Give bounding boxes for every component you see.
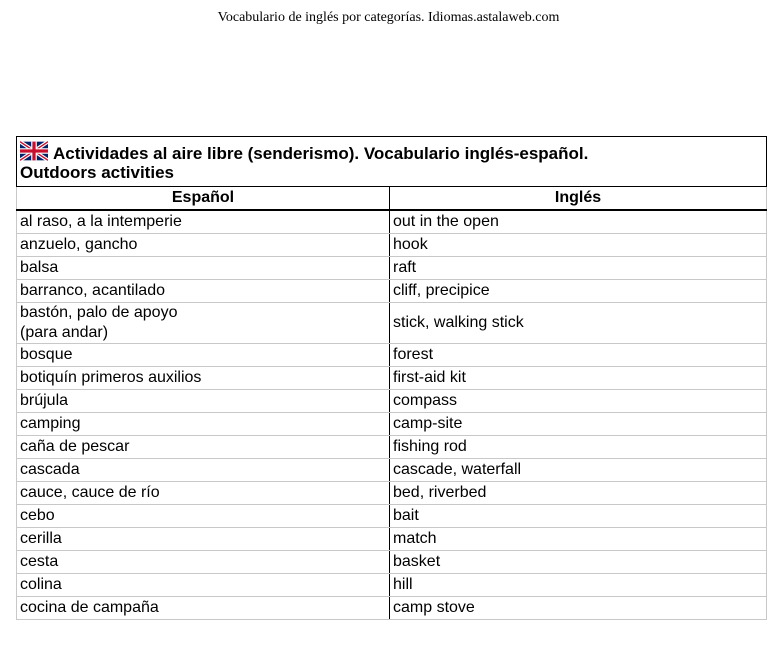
- english-term: cascade, waterfall: [390, 459, 767, 482]
- table-row: [17, 390, 767, 413]
- spanish-term-text: cocina de campaña: [20, 599, 159, 616]
- spanish-term: [17, 280, 390, 303]
- english-term: bed, riverbed: [390, 482, 767, 505]
- table-row: [17, 505, 767, 528]
- spanish-term: [17, 257, 390, 280]
- table-row: [17, 459, 767, 482]
- table-row: [17, 551, 767, 574]
- vocabulary-table: [16, 136, 767, 620]
- english-term: match: [390, 528, 767, 551]
- table-title-line2: Outdoors activities: [20, 163, 174, 182]
- table-row: [17, 436, 767, 459]
- english-term: raft: [390, 257, 767, 280]
- english-term: cliff, precipice: [390, 280, 767, 303]
- table-title: [17, 137, 767, 187]
- english-term: hook: [390, 234, 767, 257]
- spanish-term-text: balsa: [20, 259, 59, 276]
- table-row: [17, 344, 767, 367]
- spanish-term-text: cebo: [20, 507, 55, 524]
- spanish-term-text: brújula: [20, 392, 69, 409]
- english-term: bait: [390, 505, 767, 528]
- table-row: [17, 413, 767, 436]
- spanish-term: [17, 551, 390, 574]
- table-row: [17, 574, 767, 597]
- spanish-term: [17, 528, 390, 551]
- table-row: [17, 597, 767, 620]
- spanish-term: [17, 505, 390, 528]
- spanish-term: [17, 303, 390, 344]
- spanish-term-text: barranco, acantilado: [20, 282, 165, 299]
- english-term: fishing rod: [390, 436, 767, 459]
- spanish-term: [17, 234, 390, 257]
- spanish-term: [17, 482, 390, 505]
- table-row: [17, 528, 767, 551]
- table-row: [17, 234, 767, 257]
- english-term: hill: [390, 574, 767, 597]
- spanish-term: [17, 574, 390, 597]
- uk-flag-icon: [20, 141, 48, 161]
- table-row: [17, 257, 767, 280]
- spanish-term-text: bastón, palo de apoyo: [20, 304, 178, 321]
- spanish-term-text: caña de pescar: [20, 438, 130, 455]
- spanish-term-text: anzuelo, gancho: [20, 236, 138, 253]
- table-row: [17, 303, 767, 344]
- spanish-term: [17, 344, 390, 367]
- table-row: [17, 210, 767, 234]
- spanish-term-text: al raso, a la intemperie: [20, 213, 182, 230]
- english-term: camp-site: [390, 413, 767, 436]
- table-row: [17, 367, 767, 390]
- page-header: Vocabulario de inglés por categorías. Idiomas.astalaweb.com: [217, 10, 560, 25]
- spanish-term: [17, 367, 390, 390]
- spanish-term: [17, 459, 390, 482]
- spanish-term-text: botiquín primeros auxilios: [20, 369, 202, 386]
- english-term: basket: [390, 551, 767, 574]
- english-term: out in the open: [390, 210, 767, 234]
- english-term: first-aid kit: [390, 367, 767, 390]
- table-row: [17, 280, 767, 303]
- english-term: camp stove: [390, 597, 767, 620]
- spanish-term: [17, 597, 390, 620]
- spanish-term-text: cesta: [20, 553, 59, 570]
- table-row: [17, 482, 767, 505]
- spanish-term-text: camping: [20, 415, 81, 432]
- spanish-term-text: cascada: [20, 461, 80, 478]
- spanish-term: [17, 413, 390, 436]
- spanish-term: [17, 436, 390, 459]
- spanish-term-text: cauce, cauce de río: [20, 484, 160, 501]
- spanish-term-text: colina: [20, 576, 62, 593]
- column-header-spanish: Español: [17, 187, 390, 211]
- spanish-term: [17, 390, 390, 413]
- spanish-term: [17, 210, 390, 234]
- spanish-term-text: bosque: [20, 346, 73, 363]
- english-term: compass: [390, 390, 767, 413]
- table-title-line1: Actividades al aire libre (senderismo). Vocabulario inglés-español.: [53, 144, 589, 163]
- spanish-term-text: cerilla: [20, 530, 62, 547]
- english-term: forest: [390, 344, 767, 367]
- english-term: stick, walking stick: [390, 303, 767, 344]
- spanish-term-text-line2: (para andar): [20, 324, 109, 341]
- column-header-english: Inglés: [390, 187, 767, 211]
